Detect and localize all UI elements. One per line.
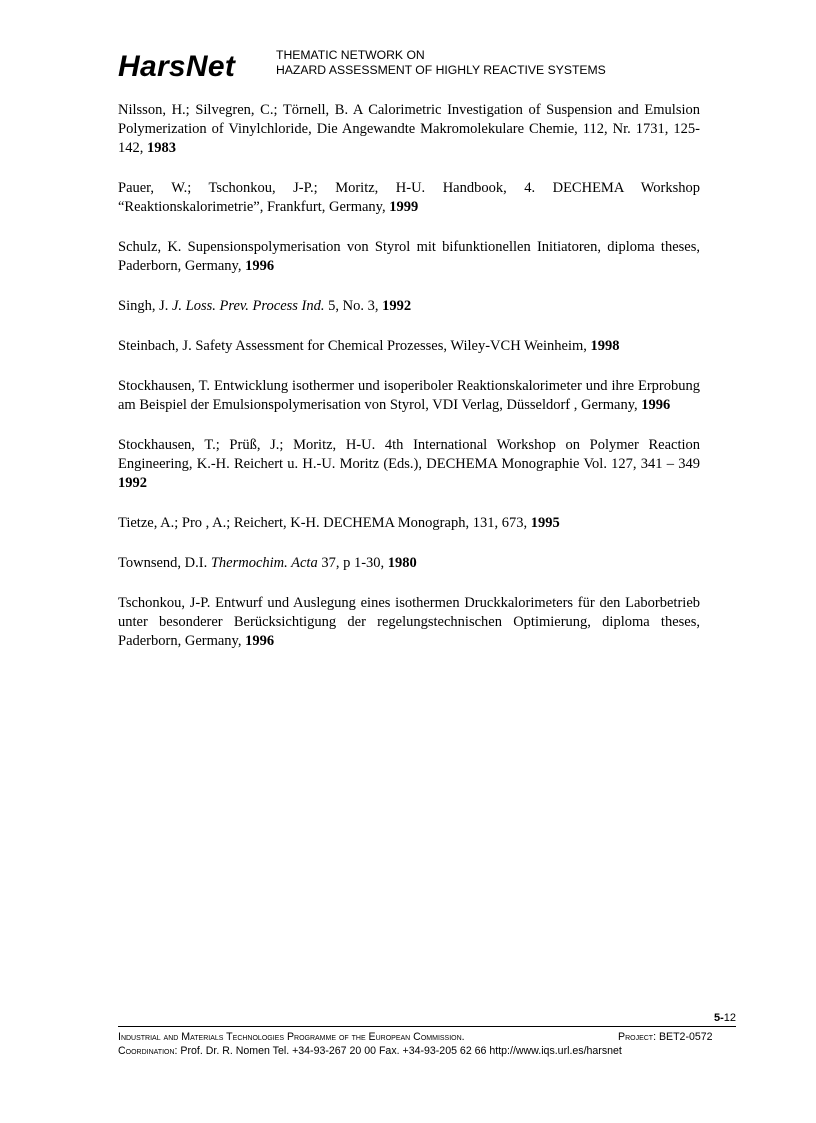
coordination-label: Coordination:	[118, 1045, 178, 1057]
reference-year: 1980	[387, 555, 417, 571]
footer-coordination	[118, 1045, 738, 1059]
coordination-details: Prof. Dr. R. Nomen Tel. +34-93-267 20 00 Fax. +34-93-205 62 66 http://www.iqs.url.es/harsnet	[177, 1045, 622, 1057]
reference-year: 1992	[118, 475, 147, 491]
reference-item: Singh, J. J. Loss. Prev. Process Ind. 5, No. 3, 1992	[118, 298, 412, 314]
reference-list	[118, 101, 700, 672]
reference-year: 1998	[590, 338, 620, 354]
page-header	[118, 46, 708, 86]
reference-year: 1996	[245, 258, 275, 274]
reference-item: Nilsson, H.; Silvegren, C.; Törnell, B. A Calorimetric Investigation of Suspension and Emulsion Polymerization of Vinylchloride, Die Angewandte Makromolekulare Chemie, 112, Nr. 1731, 125-142, 1983	[118, 102, 700, 156]
journal-title: Thermochim. Acta	[210, 555, 318, 571]
reference-item: Tietze, A.; Pro , A.; Reichert, K-H. DECHEMA Monograph, 131, 673, 1995	[118, 515, 560, 531]
header-title	[276, 48, 606, 77]
header-line-2: HAZARD ASSESSMENT OF HIGHLY REACTIVE SYSTEMS	[276, 62, 606, 77]
journal-title: J. Loss. Prev. Process Ind.	[172, 298, 325, 314]
reference-item: Tschonkou, J-P. Entwurf und Auslegung eines isothermen Druckkalorimeters für den Laborbetrieb unter besonderer Berücksichtigung der regelungstechnischen Optimierung, diploma theses, Paderborn, Germany, 1996	[118, 595, 700, 649]
footer-divider	[118, 1026, 736, 1027]
reference-year: 1983	[147, 140, 176, 156]
harsnet-logo: HarsNet	[118, 50, 236, 83]
page-number: 5-12	[713, 1012, 736, 1024]
reference-item: Steinbach, J. Safety Assessment for Chemical Prozesses, Wiley-VCH Weinheim, 1998	[118, 338, 620, 354]
reference-item: Townsend, D.I. Thermochim. Acta 37, p 1-30, 1980	[118, 555, 417, 571]
reference-year: 1992	[382, 298, 412, 314]
reference-item: Pauer, W.; Tschonkou, J-P.; Moritz, H-U. Handbook, 4. DECHEMA Workshop “Reaktionskalorimetrie”, Frankfurt, Germany, 1999	[118, 180, 700, 215]
page-footer	[118, 1031, 738, 1059]
reference-year: 1999	[389, 199, 419, 215]
reference-item: Stockhausen, T.; Prüß, J.; Moritz, H-U. 4th International Workshop on Polymer Reaction Engineering, K.-H. Reichert u. H.-U. Moritz (Eds.), DECHEMA Monographie Vol. 127, 341 – 349 1992	[118, 437, 700, 491]
reference-item: Schulz, K. Supensionspolymerisation von Styrol mit bifunktionellen Initiatoren, diploma theses, Paderborn, Germany, 1996	[118, 239, 700, 274]
footer-project: Project: BET2-0572	[618, 1031, 713, 1043]
reference-year: 1996	[641, 397, 671, 413]
reference-year: 1995	[530, 515, 560, 531]
footer-programme: Industrial and Materials Technologies Programme of the European Commission.	[118, 1031, 465, 1043]
header-line-1: THEMATIC NETWORK ON	[276, 48, 425, 62]
reference-year: 1996	[245, 633, 275, 649]
reference-item: Stockhausen, T. Entwicklung isothermer und isoperiboler Reaktionskalorimeter und ihre Erprobung am Beispiel der Emulsionspolymerisation von Styrol, VDI Verlag, Düsseldorf , Germany, 1996	[118, 378, 700, 413]
